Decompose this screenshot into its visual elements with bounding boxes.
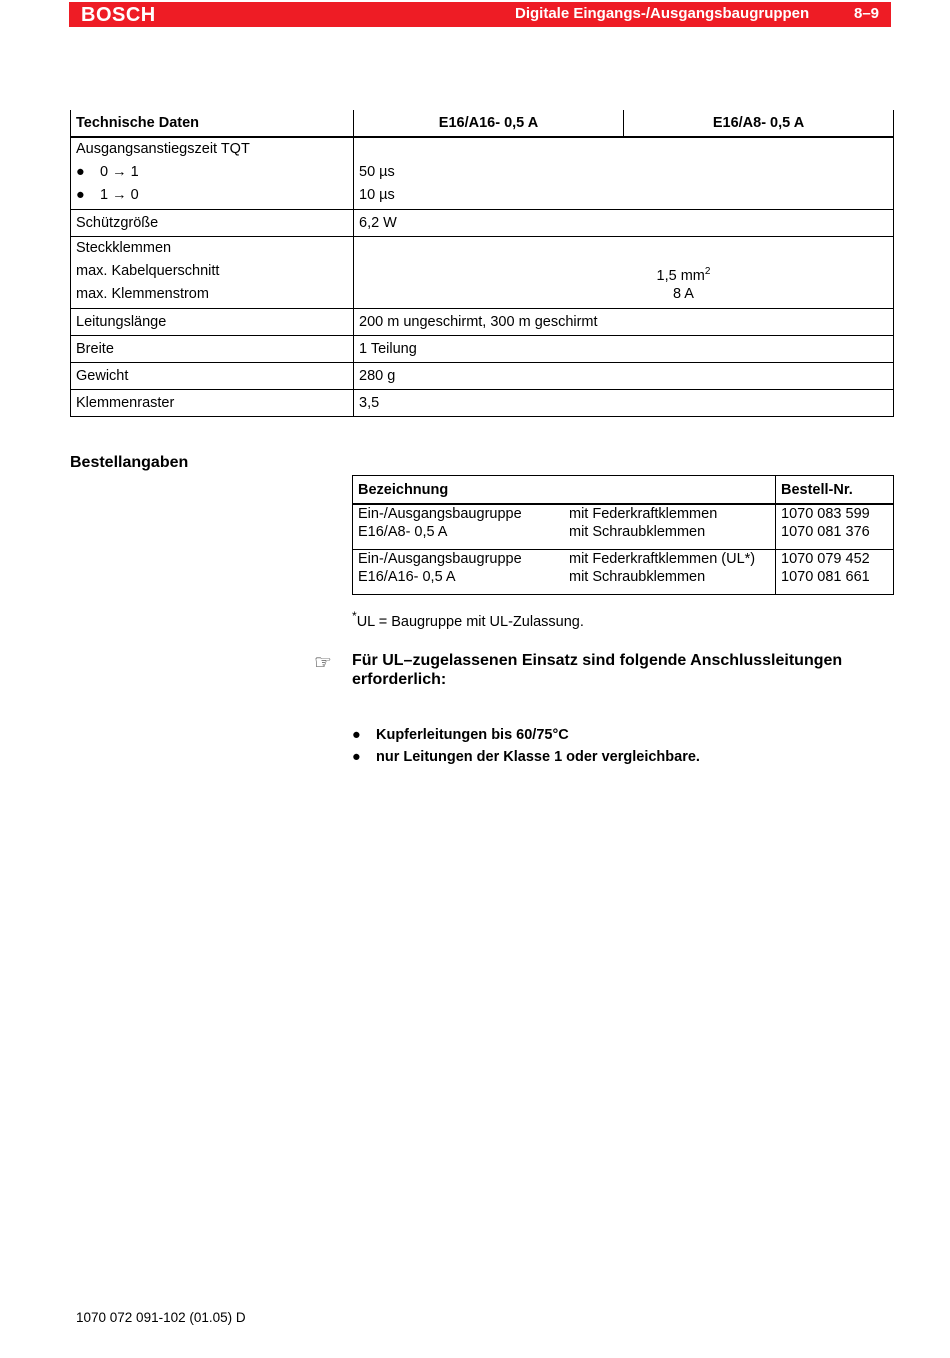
column-header: Technische Daten (71, 110, 354, 137)
column-header: E16/A8- 0,5 A (624, 110, 894, 137)
column-header: Bezeichnung (353, 476, 776, 505)
row-label: Breite (71, 336, 354, 363)
product-option: mit Federkraftklemmen (UL*) (569, 551, 756, 567)
footnote: *UL = Baugruppe mit UL-Zulassung. (352, 609, 584, 630)
table-row (353, 504, 894, 550)
row-sublabel: 1 → 0 (100, 187, 139, 203)
row-label: Gewicht (71, 363, 354, 390)
row-value: 50 µs (359, 164, 395, 180)
bullet-icon: ● (352, 727, 361, 743)
requirements-list (352, 724, 700, 768)
brand-logo: BOSCH (81, 4, 156, 26)
row-sublabel: max. Kabelquerschnitt (76, 263, 220, 279)
list-item: ● nur Leitungen der Klasse 1 oder vergleichbare. (352, 746, 700, 768)
table-header-row (353, 476, 894, 505)
bullet-icon: ● (352, 749, 361, 765)
product-option: mit Schraubklemmen (569, 524, 706, 540)
table-row (71, 237, 894, 309)
table-header-row (71, 110, 894, 137)
column-header: E16/A16- 0,5 A (354, 110, 624, 137)
row-value: 200 m ungeschirmt, 300 m geschirmt (354, 309, 894, 336)
product-name: Ein-/Ausgangsbaugruppe (358, 506, 522, 522)
bullet-icon: ● (76, 187, 85, 203)
row-value: 280 g (354, 363, 894, 390)
column-header: Bestell-Nr. (776, 476, 894, 505)
table-row (353, 550, 894, 595)
table-row (71, 336, 894, 363)
table-row (71, 309, 894, 336)
product-option: mit Federkraftklemmen (569, 506, 718, 522)
bullet-icon: ● (76, 164, 85, 180)
order-number: 1070 083 599 (781, 506, 870, 522)
row-label: Schützgröße (71, 210, 354, 237)
row-value: 8 A (673, 286, 694, 302)
technical-data-table (70, 110, 894, 417)
order-number: 1070 081 376 (781, 524, 870, 540)
row-label: Leitungslänge (71, 309, 354, 336)
document-number: 1070 072 091-102 (01.05) D (76, 1310, 246, 1325)
order-number: 1070 079 452 (781, 551, 870, 567)
order-table (352, 475, 894, 595)
ul-warning: Für UL–zugelassenen Einsatz sind folgende Anschlussleitungen erforderlich: (352, 652, 843, 688)
table-row (71, 390, 894, 417)
row-label: Klemmenraster (71, 390, 354, 417)
row-label: Ausgangsanstiegszeit TQT (76, 141, 250, 157)
row-value: 10 µs (359, 187, 395, 203)
list-item: ● Kupferleitungen bis 60/75°C (352, 724, 700, 746)
page-number: 8–9 (854, 5, 880, 22)
table-row (71, 210, 894, 237)
section-heading: Bestellangaben (70, 454, 189, 471)
row-value: 6,2 W (354, 210, 894, 237)
pointing-hand-icon: ☞ (314, 652, 332, 674)
row-value: 1,5 $mm^2$ (656, 266, 711, 284)
product-name: E16/A8- 0,5 A (358, 524, 448, 540)
product-option: mit Schraubklemmen (569, 569, 706, 585)
row-value: 1 Teilung (354, 336, 894, 363)
product-name: Ein-/Ausgangsbaugruppe (358, 551, 522, 567)
page-header (69, 2, 891, 27)
table-row (71, 137, 894, 210)
table-row (71, 363, 894, 390)
chapter-title: Digitale Eingangs-/Ausgangsbaugruppen (515, 5, 810, 22)
row-label: Steckklemmen (76, 240, 172, 256)
order-number: 1070 081 661 (781, 569, 870, 585)
row-sublabel: max. Klemmenstrom (76, 286, 209, 302)
row-value: 3,5 (354, 390, 894, 417)
product-name: E16/A16- 0,5 A (358, 569, 456, 585)
row-sublabel: 0 → 1 (100, 164, 139, 180)
